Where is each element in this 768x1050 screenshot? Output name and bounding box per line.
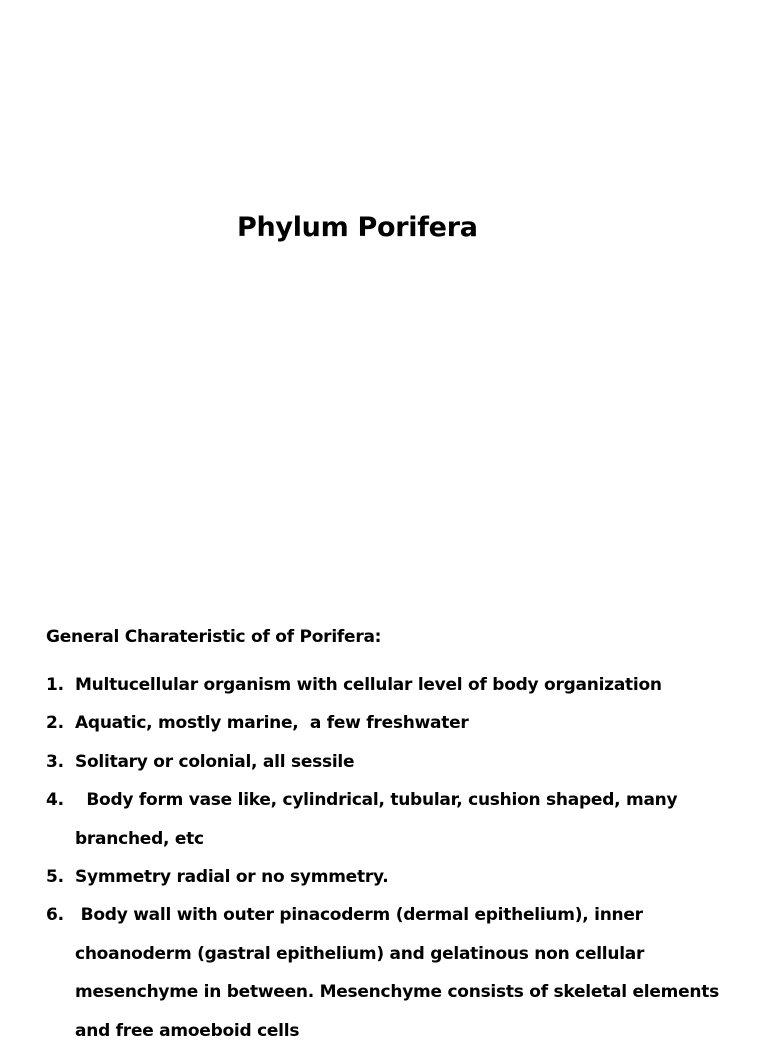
- list-item-text: Symmetry radial or no symmetry.: [75, 867, 389, 888]
- characteristics-list: [46, 666, 736, 1050]
- list-item: [46, 858, 736, 896]
- list-item: [46, 666, 736, 704]
- list-item: [46, 704, 736, 742]
- list-item-text: Multucellular organism with cellular level of body organization: [75, 675, 662, 695]
- list-item-number: 6.: [46, 905, 64, 926]
- list-item: [46, 896, 736, 1050]
- list-item-number: 2.: [46, 713, 64, 734]
- list-item-text: Solitary or colonial, all sessile: [75, 751, 355, 772]
- list-item-text: Body wall with outer pinacoderm (dermal epithelium), inner choanoderm (gastral epithelium) and gelatinous non cellular mesenchyme in between. Mesenchyme consists of skeletal elements and free amoeboid cells: [75, 905, 725, 1041]
- list-item-number: 3.: [46, 751, 64, 772]
- list-item-text: Aquatic, mostly marine, a few freshwater: [75, 713, 469, 734]
- list-item-number: 4.: [46, 790, 64, 811]
- list-item: [46, 743, 736, 781]
- list-item-number: 5.: [46, 867, 64, 888]
- list-item-number: 1.: [46, 675, 64, 695]
- list-item-text: Body form vase like, cylindrical, tubular, cushion shaped, many branched, etc: [75, 790, 684, 849]
- section-heading: General Charateristic of of Porifera:: [46, 627, 382, 647]
- list-item: [46, 781, 736, 858]
- page-title: Phylum Porifera: [237, 212, 478, 243]
